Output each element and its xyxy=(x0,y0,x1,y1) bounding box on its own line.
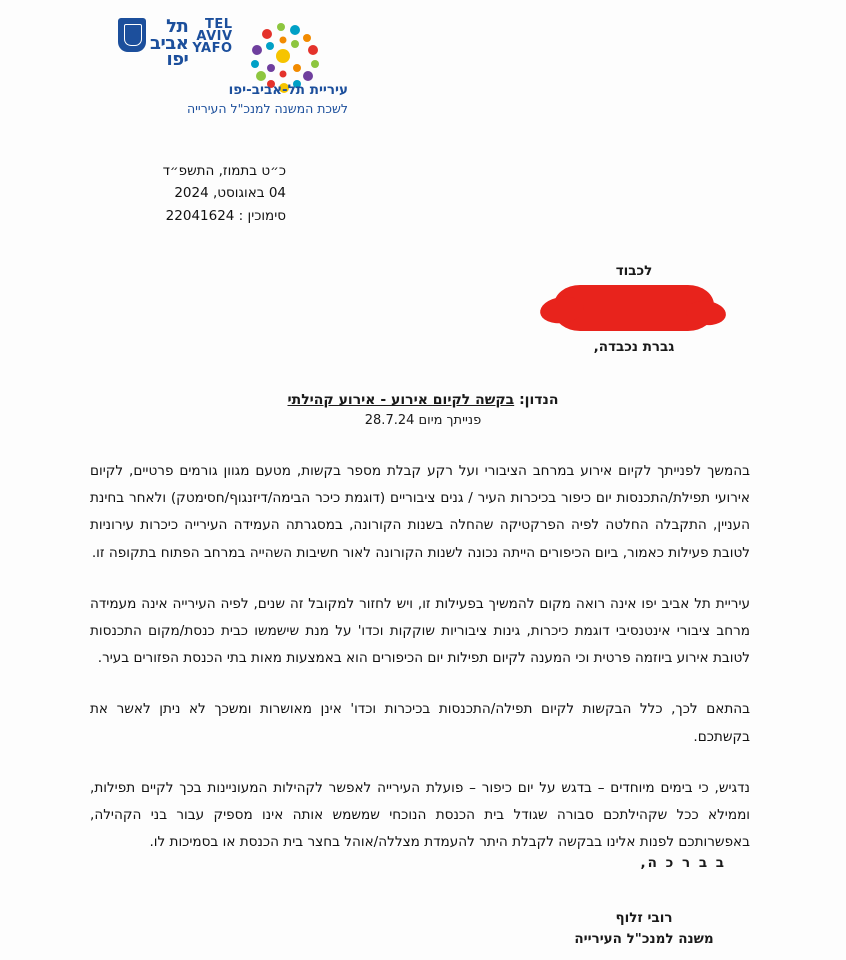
letterhead-subtitle xyxy=(113,80,348,119)
addressee-salutation: גברת נכבדה, xyxy=(593,339,675,355)
wordmark-en-line2: AVIV xyxy=(196,28,233,44)
reference-number: סימוכין : 22041624 xyxy=(165,207,286,224)
body-paragraph: עיריית תל אביב יפו אינה רואה מקום להמשיך בפעילות זו, ויש לחזור למקובל זה שנים, לפיה העירייה אינה מעמידה מרחב ציבורי אינטנסיבי דוגמת כיכרות, גינות ציבוריות שוקקות וכדו' על מנת שישמשו כבית כנסת/מקום התכנסות לטובת אירוע ביוזמה פרטית וכי המענה לקיום תפילות יום הכיפורים הוא באמצעות מאות בתי הכנסת הפזורים בעיר. xyxy=(90,595,750,667)
letterhead-subtitle-line1: עיריית תל-אביב-יפו xyxy=(228,82,348,98)
subject-row xyxy=(0,392,846,408)
wordmark-en-line1: TEL xyxy=(204,17,233,32)
body-paragraph: נדגיש, כי בימים מיוחדים – בדגש על יום כיפור – פועלת העירייה לאפשר לקהילות המעוניינות בכך לקיים תפילות, וממילא ככל שקהילתכם סבורה שגודל בית הכנסת הנוכחי שמשמש אותה אינו מספיק עבור בני הקהילה, באפשרותכם לפנות אלינו בבקשה לקבלת היתר להעמדת מצללה/אוהל בחצר בית הכנסת או בסמיכות לו. xyxy=(90,779,750,851)
wordmark xyxy=(192,18,232,55)
redacted-name-marker xyxy=(554,285,714,331)
gregorian-date: 04 באוגוסט, 2024 xyxy=(174,185,286,202)
wordmark-en-line3: YAFO xyxy=(192,40,233,56)
subject-title: בקשה לקיום אירוע - אירוע קהילתי xyxy=(287,392,515,408)
subject-block xyxy=(0,392,846,428)
letterhead-subtitle-line2: לשכת המשנה למנכ"ל העירייה xyxy=(186,101,348,117)
letter-body xyxy=(90,458,750,880)
tel-aviv-municipality-crest-icon xyxy=(118,18,146,52)
wordmark-he-line1: תל xyxy=(166,16,189,37)
addressee-honorific: לכבוד xyxy=(615,263,653,279)
subject-reference: פנייתך מיום 28.7.24 xyxy=(364,413,482,428)
wordmark-hebrew xyxy=(150,18,188,69)
signer-title: משנה למנכ"ל העירייה xyxy=(574,930,714,947)
subject-label: הנדון: xyxy=(519,392,559,408)
signature-block xyxy=(534,908,754,950)
signer-name: רובי זלוף xyxy=(615,910,673,926)
municipality-logo xyxy=(118,16,348,117)
addressee-block xyxy=(514,263,754,355)
closing-salutation: ב ב ר כ ה, xyxy=(640,855,726,871)
wordmark-he-line2: אביב xyxy=(150,32,189,54)
body-paragraph: בהמשך לפנייתך לקיום אירוע במרחב הציבורי ועל רקע קבלת מספר בקשות, מטעם מגוון גורמים פרטיים, לקיום אירועי תפילת/התכנסות יום כיפור בכיכרות העיר / גנים ציבוריים (דוגמת כיכר הבימה/דיזנגוף/חסימטק) ולאחר בחינת העניין, התקבלה החלטה לפיה הפרקטיקה שהחלה בשנות הקורונה, במסגרתה העמידה העירייה כיכרות עירוניות לטובת פעילות כאמור, ביום הכיפורים הייתה נכונה לשנות הקורונה לאור חשיבות השהייה במרחב הפתוח בתקופה זו. xyxy=(90,463,750,561)
wordmark-he-line3: יפו xyxy=(166,49,189,71)
body-paragraph: בהתאם לכך, כלל הבקשות לקיום תפילה/התכנסות בכיכרות וכדו' אינן מאושרות ומשכך לא ניתן לאשר את בקשתכם. xyxy=(90,701,750,745)
letterhead xyxy=(0,10,846,140)
date-block xyxy=(163,160,286,227)
hebrew-date: כ״ט בתמוז, התשפ״ד xyxy=(162,163,286,179)
